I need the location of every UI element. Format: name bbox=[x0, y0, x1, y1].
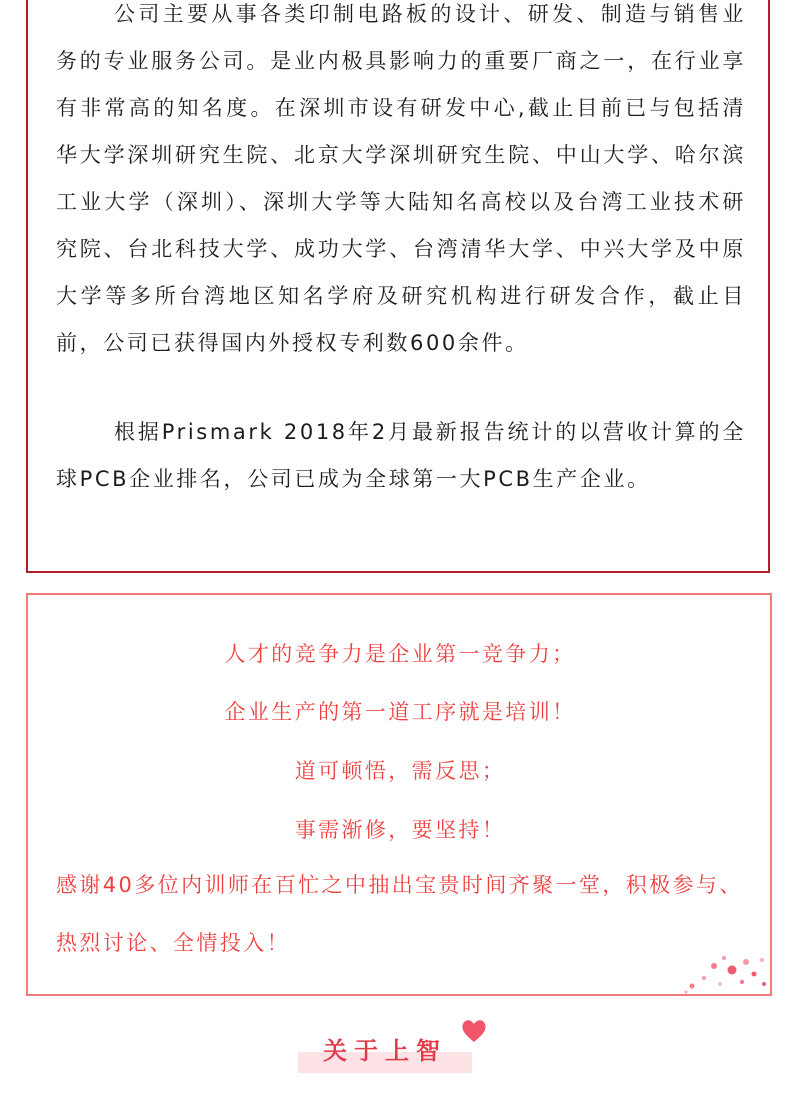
intro-paragraph-1: 公司主要从事各类印制电路板的设计、研发、制造与销售业务的专业服务公司。是业内极具影响力的重要厂商之一，在行业享有非常高的知名度。在深圳市设有研发中心,截止目前已与包括清华大学深圳研究生院、北京大学深圳研究生院、中山大学、哈尔滨工业大学（深圳）、深圳大学等大陆知名高校以及台湾工业技术研究院、台北科技大学、成功大学、台湾清华大学、中兴大学及中原大学等多所台湾地区知名学府及研究机构进行研发合作，截止目前，公司已获得国内外授权专利数600余件。 bbox=[56, 2, 746, 355]
heart-icon bbox=[460, 1018, 488, 1044]
decorative-dots-icon bbox=[680, 948, 770, 996]
training-line-1: 人才的竞争力是企业第一竞争力； bbox=[224, 642, 576, 666]
section-title: 关于上智 bbox=[323, 1037, 447, 1065]
training-thanks-paragraph: 感谢40多位内训师在百忙之中抽出宝贵时间齐聚一堂，积极参与、热烈讨论、全情投入！ bbox=[56, 873, 743, 955]
training-line-3: 道可顿悟，需反思； bbox=[294, 759, 506, 783]
training-line-2: 企业生产的第一道工序就是培训！ bbox=[224, 700, 576, 724]
training-line-4: 事需渐修，要坚持！ bbox=[294, 818, 506, 842]
intro-paragraph-2: 根据Prismark 2018年2月最新报告统计的以营收计算的全球PCB企业排名，公司已成为全球第一大PCB生产企业。 bbox=[56, 420, 746, 491]
